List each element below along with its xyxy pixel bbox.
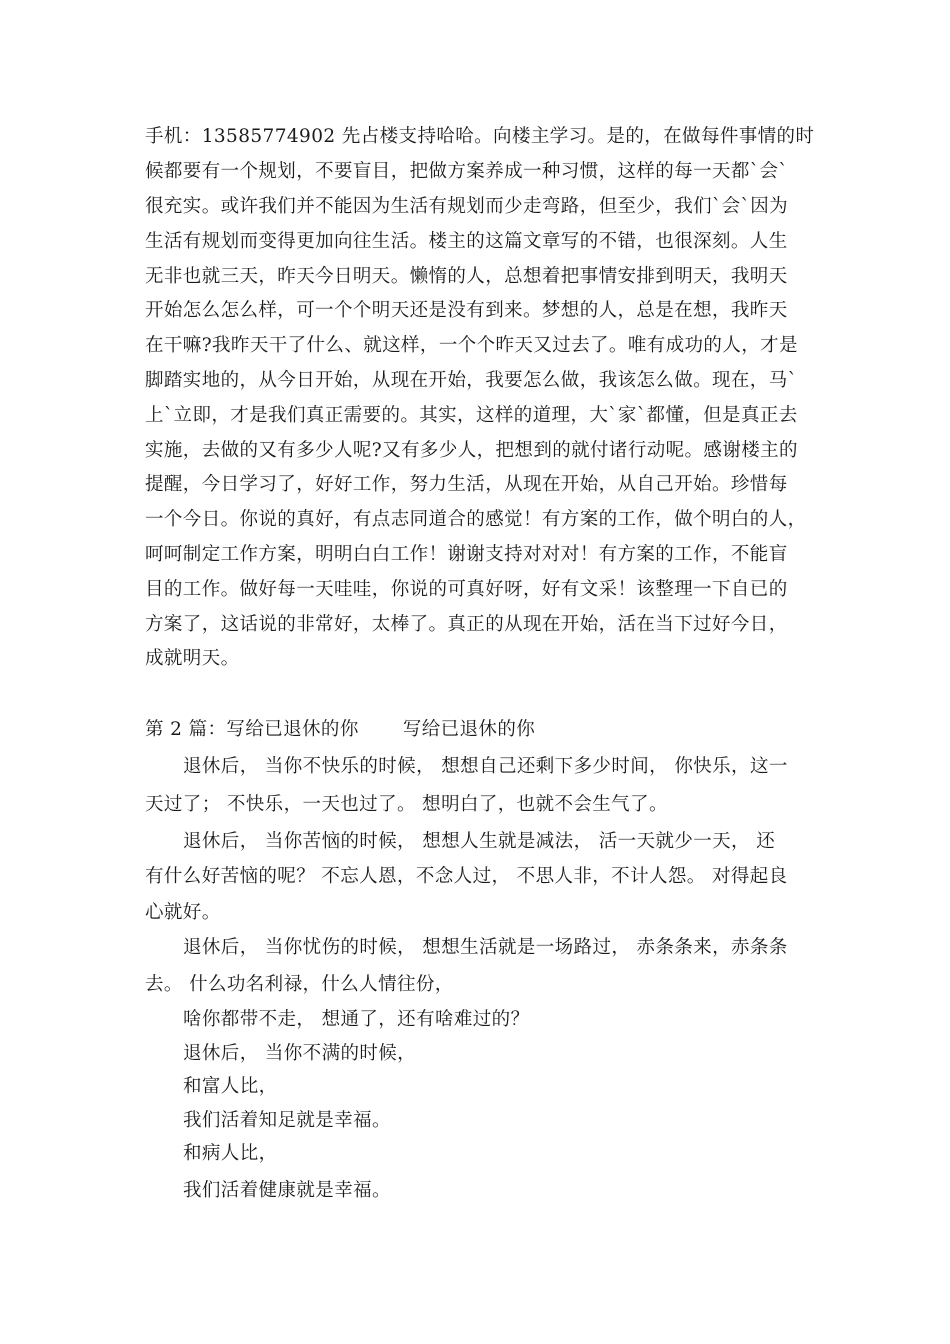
text-line: 无非也就三天，昨天今日明天。懒惰的人，总想着把事情安排到明天，我明天: [145, 266, 788, 287]
text-line: 去。 什么功名利禄，什么人情往份，: [145, 974, 454, 995]
text-line: 我们活着健康就是幸福。: [183, 1180, 391, 1201]
text-line: 呵呵制定工作方案，明明白白工作！谢谢支持对对对！有方案的工作，不能盲: [145, 544, 788, 565]
text-line: 啥你都带不走， 想通了，还有啥难过的？: [183, 1009, 530, 1030]
text-line: 脚踏实地的，从今日开始，从现在开始，我要怎么做，我该怎么做。现在，马`: [145, 370, 798, 391]
text-line: 退休后， 当你不满的时候，: [183, 1043, 417, 1064]
text-line: 生活有规划而变得更加向往生活。楼主的这篇文章写的不错，也很深刻。人生: [145, 231, 788, 252]
text-line: 退休后， 当你忧伤的时候， 想想生活就是一场路过， 赤条条来，赤条条: [183, 937, 788, 958]
text-line: 和病人比，: [183, 1143, 278, 1164]
text-line: 方案了，这话说的非常好，太棒了。真正的从现在开始，活在当下过好今日，: [145, 614, 788, 635]
text-line: 提醒，今日学习了，好好工作，努力生活，从现在开始，从自己开始。珍惜每: [145, 474, 788, 495]
text-line: 我们活着知足就是幸福。: [183, 1110, 391, 1131]
text-line: 退休后， 当你不快乐的时候， 想想自己还剩下多少时间， 你快乐，这一: [183, 756, 788, 777]
text-line: 上`立即，才是我们真正需要的。其实，这样的道理，大`家`都懂，但是真正去: [145, 405, 798, 426]
text-line: 心就好。: [145, 902, 221, 923]
text-line: 一个今日。你说的真好，有点志同道合的感觉！有方案的工作，做个明白的人，: [145, 509, 807, 530]
text-line: 有什么好苦恼的呢？ 不忘人恩，不念人过， 不思人非，不计人怨。 对得起良: [145, 866, 788, 887]
text-line: 开始怎么怎么样，可一个个明天还是没有到来。梦想的人，总是在想，我昨天: [145, 300, 788, 321]
text-line: 在干嘛?我昨天干了什么、就这样，一个个昨天又过去了。唯有成功的人，才是: [145, 335, 798, 356]
text-line: 手机：13585774902 先占楼支持哈哈。向楼主学习。是的，在做每件事情的时: [145, 126, 815, 147]
text-line: 候都要有一个规划，不要盲目，把做方案养成一种习惯，这样的每一天都`会`: [145, 161, 789, 182]
section-heading: 第 2 篇：写给已退休的你 写给已退休的你: [145, 719, 536, 740]
text-line: 和富人比，: [183, 1076, 278, 1097]
text-line: 天过了； 不快乐，一天也过了。 想明白了，也就不会生气了。: [145, 794, 668, 815]
text-line: 成就明天。: [145, 648, 240, 669]
text-line: 退休后， 当你苦恼的时候， 想想人生就是减法， 活一天就少一天， 还: [183, 831, 776, 852]
text-line: 目的工作。做好每一天哇哇，你说的可真好呀，好有文采！该整理一下自已的: [145, 579, 788, 600]
text-line: 很充实。或许我们并不能因为生活有规划而少走弯路，但至少，我们`会`因为: [145, 196, 789, 217]
text-line: 实施，去做的又有多少人呢?又有多少人，把想到的就付诸行动呢。感谢楼主的: [145, 440, 798, 461]
